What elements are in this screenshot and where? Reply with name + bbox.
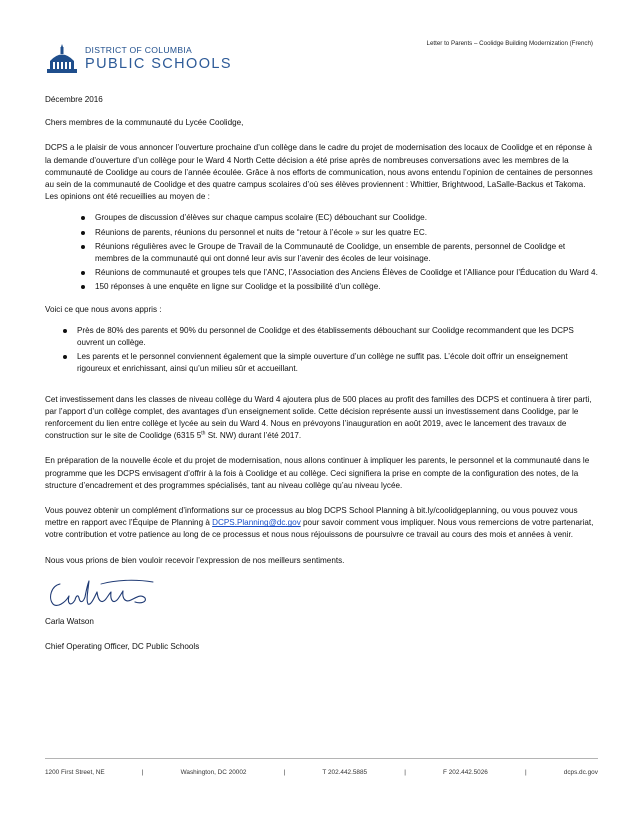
investment-paragraph: Cet investissement dans les classes de niveau collège du Ward 4 ajoutera plus de 500 places au profit des familles des DCPS et continuera à tirer parti, par l’apport d’un collège complet, des avantages d’un enseignement solide. Cette décision représente aussi un investissement dans Coolidge, par le renforcement du lien entre collège et lycée au sein du Ward 4. Nous en prévoyons l’inauguration en août 2019, avec le lancement des travaux de construction sur le site de Coolidge (6315 5th St. NW) durant l’été 2017. (45, 394, 592, 441)
capitol-dome-icon (45, 44, 79, 74)
list-item: Réunions de communauté et groupes tels que l’ANC, l’Association des Anciens Élèves de Coolidge et l’Alliance pour l’Éducation du Ward 4. (81, 267, 598, 279)
planning-email-link[interactable]: DCPS.Planning@dc.gov (212, 518, 301, 528)
footer-website[interactable]: dcps.dc.gov (563, 769, 598, 776)
findings-list (45, 325, 598, 376)
bullet-icon (81, 271, 85, 275)
letter-body (45, 94, 598, 667)
list-item: Près de 80% des parents et 90% du personnel de Coolidge et des établissements débouchant sur Coolidge recommandent que les DCPS ouvrent un collège. (63, 325, 598, 349)
learned-intro: Voici ce que nous avons appris : (45, 304, 162, 314)
handwritten-signature (45, 576, 155, 612)
footer-contact-bar (45, 769, 598, 776)
footer-separator: | (141, 769, 144, 776)
letter-date: Décembre 2016 (45, 95, 103, 104)
bullet-icon (81, 285, 85, 289)
letter-salutation: Chers membres de la communauté du Lycée Coolidge, (45, 118, 244, 128)
list-item: Réunions de parents, réunions du personnel et nuits de “retour à l’école » sur les quatre EC. (81, 227, 598, 239)
dcps-logo (45, 44, 232, 74)
letter-intro-paragraph: DCPS a le plaisir de vous annoncer l’ouverture prochaine d’un collège dans le cadre du projet de modernisation des locaux de Coolidge et en réponse à la demande d’ouverture d’un collège pour le Ward 4 North Cette décision a été prise après de nombreuses conversations avec les membres de la communauté de Coolidge au cours de l’année écoulée. Grâce à nos efforts de communication, nous avons entendu l’opinion de centaines de personnes au sein de la communauté de Coolidge et des quatre campus scolaires d’où ses élèves proviennent : Whittier, Brightwood, LaSalle-Backus et Takoma. Les opinions ont été recueillies au moyen de : (45, 143, 593, 202)
footer-city: Washington, DC 20002 (180, 769, 247, 776)
logo-line-public-schools: PUBLIC SCHOOLS (85, 56, 232, 73)
footer-separator: | (283, 769, 286, 776)
footer-phone: T 202.442.5885 (322, 769, 368, 776)
footer-separator: | (404, 769, 406, 776)
footer-separator: | (524, 769, 527, 776)
footer-fax: F 202.442.5026 (443, 769, 488, 776)
footer-divider (45, 758, 598, 759)
list-item: 150 réponses à une enquête en ligne sur Coolidge et la possibilité d’un collège. (81, 281, 598, 293)
bullet-icon (81, 231, 85, 235)
feedback-methods-list (45, 212, 598, 293)
bullet-icon (81, 216, 85, 220)
signer-title: Chief Operating Officer, DC Public Schools (45, 642, 200, 652)
logo-line-district: DISTRICT OF COLUMBIA (85, 45, 193, 56)
list-item: Groupes de discussion d’élèves sur chaque campus scolaire (EC) débouchant sur Coolidge. (81, 212, 598, 224)
signer-name: Carla Watson (45, 617, 94, 627)
list-item: Réunions régulières avec le Groupe de Travail de la Communauté de Coolidge, un ensemble de parents, personnel de Coolidge et membres de la communauté qui ont donné leur avis sur l’avenir des écoles de leur voisinage. (81, 241, 598, 265)
document-header-note: Letter to Parents – Coolidge Building Modernization (French) (426, 40, 593, 47)
bullet-icon (81, 245, 85, 249)
information-paragraph: Vous pouvez obtenir un complément d’informations sur ce processus au blog DCPS School Planning à bit.ly/coolidgeplanning, ou vous pouvez vous mettre en rapport avec l’Équipe de Planning à DCPS.Planning@dc.gov pour savoir comment vous impliquer. Nous vous remercions de votre partenariat, votre contribution et votre patience au long de ce processus et nous nous réjouissons de poursuivre ce travail au cours des mois et années à venir. (45, 506, 594, 540)
preparation-paragraph: En préparation de la nouvelle école et du projet de modernisation, nous allons continuer à impliquer les parents, le personnel et la communauté dans le programme que les DCPS envisagent d’offrir à la fois à Coolidge et au collège. Ceci signifiera la prise en compte de la configuration des notes, de la structure d’encadrement et des programmes spécialisés, tant au niveau collège qu’au niveau lycée. (45, 456, 590, 490)
bullet-icon (63, 355, 67, 359)
closing-line: Nous vous prions de bien vouloir recevoir l’expression de nos meilleurs sentiments. (45, 555, 345, 565)
bullet-icon (63, 329, 67, 333)
list-item: Les parents et le personnel conviennent également que la simple ouverture d’un collège ne suffit pas. L’école doit offrir un enseignement rigoureux et enrichissant, ainsi qu’un milieu sûr et accueillant. (63, 351, 598, 375)
footer-address: 1200 First Street, NE (45, 769, 105, 776)
